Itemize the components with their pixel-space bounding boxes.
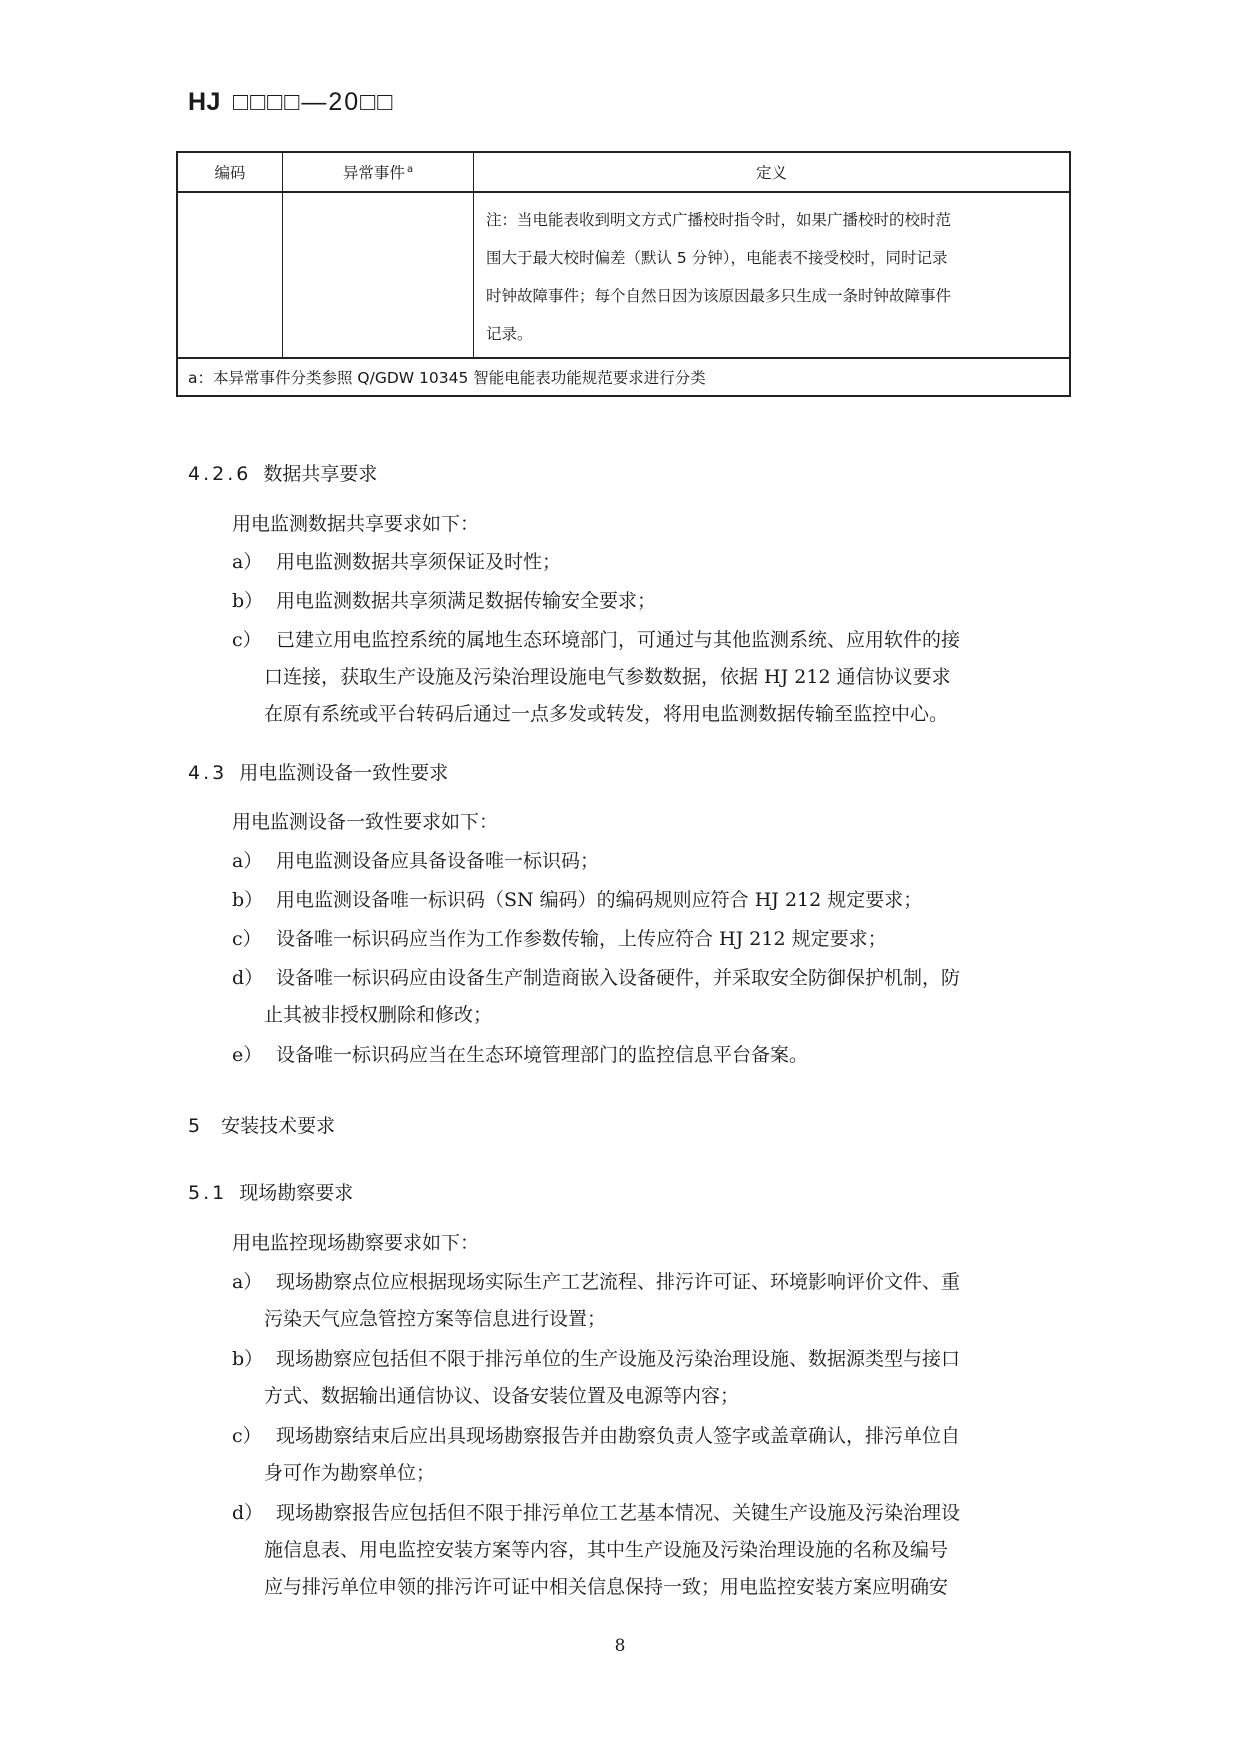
section-heading-4-3 — [188, 758, 448, 785]
list-item: d） 现场勘察报告应包括但不限于排污单位工艺基本情况、关键生产设施及污染治理设 施信息表、用电监控安装方案等内容，其中生产设施及污染治理设施的名称及编号 应与排污单位申领的排污许可证中相关信息保持一致；用电监控安装方案应明确安 — [232, 1495, 1062, 1606]
list-item: b） 用电监测设备唯一标识码（SN 编码）的编码规则应符合 HJ 212 规定要求； — [232, 882, 1062, 919]
list-item: c） 现场勘察结束后应出具现场勘察报告并由勘察负责人签字或盖章确认，排污单位自 身可作为勘察单位； — [232, 1418, 1062, 1492]
list-item: b） 用电监测数据共享须满足数据传输安全要求； — [232, 583, 1062, 620]
table-header-code: 编码 — [177, 152, 283, 192]
standard-header — [188, 88, 394, 117]
table-row — [177, 192, 1070, 358]
note-line: 注：当电能表收到明文方式广播校时指令时，如果广播校时的校时范 — [486, 211, 952, 229]
list-marker: e） — [232, 1044, 263, 1066]
section-heading-5 — [188, 1111, 335, 1138]
section-title: 用电监测设备一致性要求 — [239, 762, 449, 784]
cell-event — [283, 192, 474, 358]
list-marker: a） — [232, 551, 263, 573]
table-header-event: 异常事件 $^a$ — [283, 152, 474, 192]
section-title: 安装技术要求 — [221, 1115, 336, 1137]
table-footnote-row — [177, 358, 1070, 396]
section-number: 5 — [188, 1115, 204, 1137]
section-number: 4.2.6 — [188, 463, 252, 485]
list-marker: c） — [232, 928, 262, 950]
section-heading-4-2-6 — [188, 459, 377, 486]
section-intro: 用电监测数据共享要求如下： — [232, 513, 480, 535]
standard-prefix: HJ — [188, 88, 221, 116]
section-title: 数据共享要求 — [263, 463, 378, 485]
list-item: b） 现场勘察应包括但不限于排污单位的生产设施及污染治理设施、数据源类型与接口 方式、数据输出通信协议、设备安装位置及电源等内容； — [232, 1341, 1062, 1415]
list-marker: c） — [232, 1425, 262, 1447]
note-line: 围大于最大校时偏差（默认 5 分钟），电能表不接受校时，同时记录 — [486, 249, 948, 267]
list-marker: d） — [232, 967, 264, 989]
list-item: a） 用电监测数据共享须保证及时性； — [232, 544, 1062, 581]
page-number: 8 — [614, 1636, 626, 1656]
section-intro: 用电监测设备一致性要求如下： — [232, 811, 499, 833]
list-item: d） 设备唯一标识码应由设备生产制造商嵌入设备硬件，并采取安全防御保护机制，防 止其被非授权删除和修改； — [232, 960, 1062, 1034]
standard-code: □□□□—20□□ — [232, 88, 395, 116]
list-item: c） 已建立用电监控系统的属地生态环境部门，可通过与其他监测系统、应用软件的接 口连接，获取生产设施及污染治理设施电气参数数据，依据 HJ 212 通信协议要求 在原有系统或平台转码后通过一点多发或转发，将用电监测数据传输至监控中心。 — [232, 622, 1062, 733]
table-header-definition: 定义 — [474, 152, 1071, 192]
table-footnote: a：本异常事件分类参照 Q/GDW 10345 智能电能表功能规范要求进行分类 — [177, 358, 1070, 396]
note-line: 时钟故障事件；每个自然日因为该原因最多只生成一条时钟故障事件 — [486, 287, 952, 305]
event-table — [176, 151, 1071, 397]
cell-code — [177, 192, 283, 358]
list-marker: b） — [232, 590, 264, 612]
list-item: e） 设备唯一标识码应当在生态环境管理部门的监控信息平台备案。 — [232, 1037, 1062, 1074]
list-item: a） 现场勘察点位应根据现场实际生产工艺流程、排污许可证、环境影响评价文件、重 污染天气应急管控方案等信息进行设置； — [232, 1264, 1062, 1338]
list-marker: c） — [232, 629, 262, 651]
section-number: 5.1 — [188, 1182, 228, 1204]
list-marker: a） — [232, 1271, 263, 1293]
list-marker: d） — [232, 1502, 264, 1524]
section-number: 4.3 — [188, 762, 228, 784]
note-line: 记录。 — [486, 325, 533, 343]
section-title: 现场勘察要求 — [239, 1182, 354, 1204]
section-heading-5-1 — [188, 1178, 353, 1205]
footnote-marker: a — [406, 163, 414, 175]
list-item: c） 设备唯一标识码应当作为工作参数传输，上传应符合 HJ 212 规定要求； — [232, 921, 1062, 958]
list-marker: b） — [232, 889, 264, 911]
list-marker: a） — [232, 850, 263, 872]
list-marker: b） — [232, 1348, 264, 1370]
cell-definition-note — [474, 192, 1071, 358]
section-intro: 用电监控现场勘察要求如下： — [232, 1232, 480, 1254]
list-item: a） 用电监测设备应具备设备唯一标识码； — [232, 843, 1062, 880]
